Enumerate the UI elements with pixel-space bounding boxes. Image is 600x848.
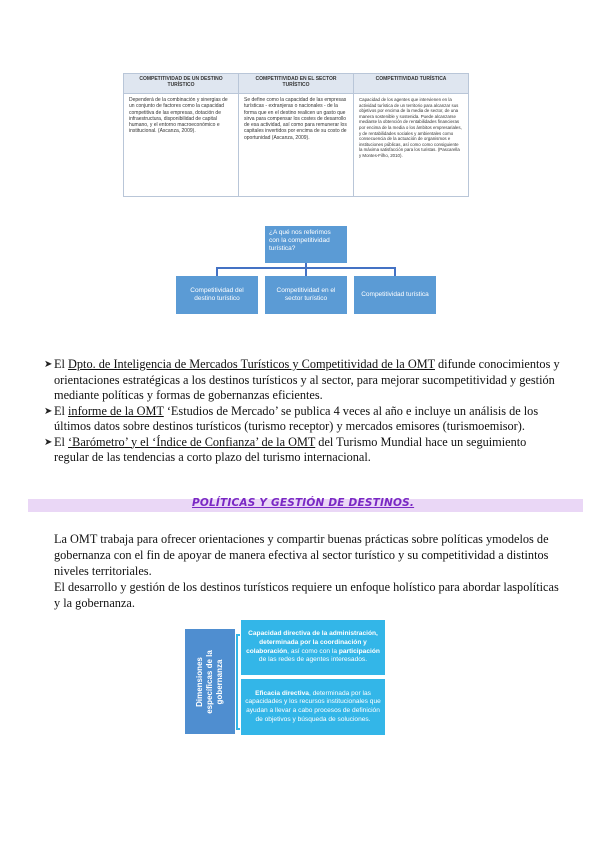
text: El xyxy=(54,357,69,371)
arrow-bullet-icon: ➤ xyxy=(44,359,53,370)
table-cell: Dependerá de la combinación y sinergias de un conjunto de factores como la capacidad competitiva de las empresas, dotación de infraestructura, disponibilidad de capital humano, y el entorno macroeconómico e institucional. (Ascanza, 2009). xyxy=(129,97,228,135)
table-column xyxy=(239,74,354,196)
section-title: POLÍTICAS Y GESTIÓN DE DESTINOS. xyxy=(192,497,415,509)
text: El xyxy=(54,434,69,449)
arrow-bullet-icon: ➤ xyxy=(44,405,53,417)
text: , determinada por las capacidades y los recursos institucionales que ayudan a llevar a cabo procesos de definición de objetivos y búsqueda de soluciones. xyxy=(245,689,381,723)
text: Capacidad directiva de la administración, determinada por la coordinación y colaboración xyxy=(246,630,378,655)
omt-department-link[interactable]: Dpto. de Inteligencia de Mercados Turísticos y Competitividad de la OMT xyxy=(68,357,435,371)
connector-line xyxy=(394,267,396,276)
table-cell: Capacidad de los agentes que intervienen en la actividad turística de un territorio para alcanzar sus objetivos por encima de la media de sector, de una manera sostenible y sostenida. Puede alcanzarse mediante la obtención de rentabilidades financieras por encima de la media o los ámbitos empresariales, y de rentabilidades sociales y ambientales como consecuencia de la actuación de organismos e instituciones públicas, así como como consiguiente la máxima satisfacción para los turistas. (Pascarella y Montes-Filho, 2010). xyxy=(359,97,462,158)
vertical-label: Dimensiones específicas de la gobernanza xyxy=(195,649,224,714)
table-column xyxy=(354,74,468,196)
paragraph: El desarrollo y gestión de los destinos turísticos requiere un enfoque holístico para abordar laspolíticas y la gobernanza. xyxy=(54,580,559,610)
governance-dimensions-box xyxy=(185,629,235,734)
directive-efficacy-box xyxy=(240,678,386,736)
list-item xyxy=(44,357,564,404)
table-cell: Se define como la capacidad de las empresas turísticas - extranjeras o nacionales - de la forma que en el destino realicen un gasto que sirva para compensar los costes de desarrollo de esa actividad, así como para remunerar los capitales invertidos por encima de su costo de oportunidad (Ascanza, 2009). xyxy=(244,97,347,141)
text: difunde conocimientos y orientaciones estratégicas a los destinos turísticos y al sector, para mejorar sucompetitividad y gestión mediante políticas y formas de gobernanzas eficientes. xyxy=(54,357,560,402)
directive-capacity-box xyxy=(240,619,386,676)
bullet-list xyxy=(44,357,564,466)
arrow-bullet-icon: ➤ xyxy=(44,436,53,448)
paragraph: La OMT trabaja para ofrecer orientaciones y compartir buenas prácticas sobre políticas ymodelos de gobernanza con el fin de apoyar de manera efectiva al sector turístico y su competitividad a distintos niveles territoriales. xyxy=(54,532,549,578)
box-text xyxy=(244,690,382,724)
table-header: COMPETITIVIDAD EN EL SECTOR TURÍSTICO xyxy=(239,74,353,94)
table-header: COMPETITIVIDAD TURÍSTICA xyxy=(354,74,468,94)
connector-line xyxy=(216,267,218,276)
omt-report-link[interactable]: informe de la OMT xyxy=(68,403,164,418)
tourism-competitiveness-box: Competitividad turística xyxy=(354,276,436,314)
text: , así como con la xyxy=(287,647,339,655)
text: participación xyxy=(338,647,380,655)
text: ‘Estudios de Mercado’ se publica 4 veces al año e incluye un análisis de los últimos datos sobre destinos turísticos (turismo receptor) y mercados emisores (turismoemisor). xyxy=(54,403,539,433)
competitiveness-table xyxy=(123,73,469,197)
text: Eficacia directiva xyxy=(255,689,309,697)
sector-competitiveness-box: Competitividad en el sector turístico xyxy=(265,276,347,314)
table-column xyxy=(124,74,239,196)
connector-line xyxy=(305,267,307,276)
text: del Turismo Mundial hace un seguimiento regular de las tendencias a corto plazo del turismo internacional. xyxy=(54,434,527,464)
table-header: COMPETITIVIDAD DE UN DESTINO TURÍSTICO xyxy=(124,74,238,94)
list-item xyxy=(44,434,564,466)
section-body xyxy=(54,531,562,611)
highlight-band xyxy=(28,499,168,512)
box-text xyxy=(244,630,382,664)
list-item xyxy=(44,403,564,435)
text: de las redes de agentes interesados. xyxy=(258,656,368,664)
question-box: ¿A qué nos referimos con la competitividad turística? xyxy=(265,226,347,263)
destination-competitiveness-box: Competitividad del destino turístico xyxy=(176,276,258,314)
barometer-link[interactable]: ‘Barómetro’ y el ‘Índice de Confianza’ de la OMT xyxy=(68,434,316,449)
text: El xyxy=(54,403,69,418)
